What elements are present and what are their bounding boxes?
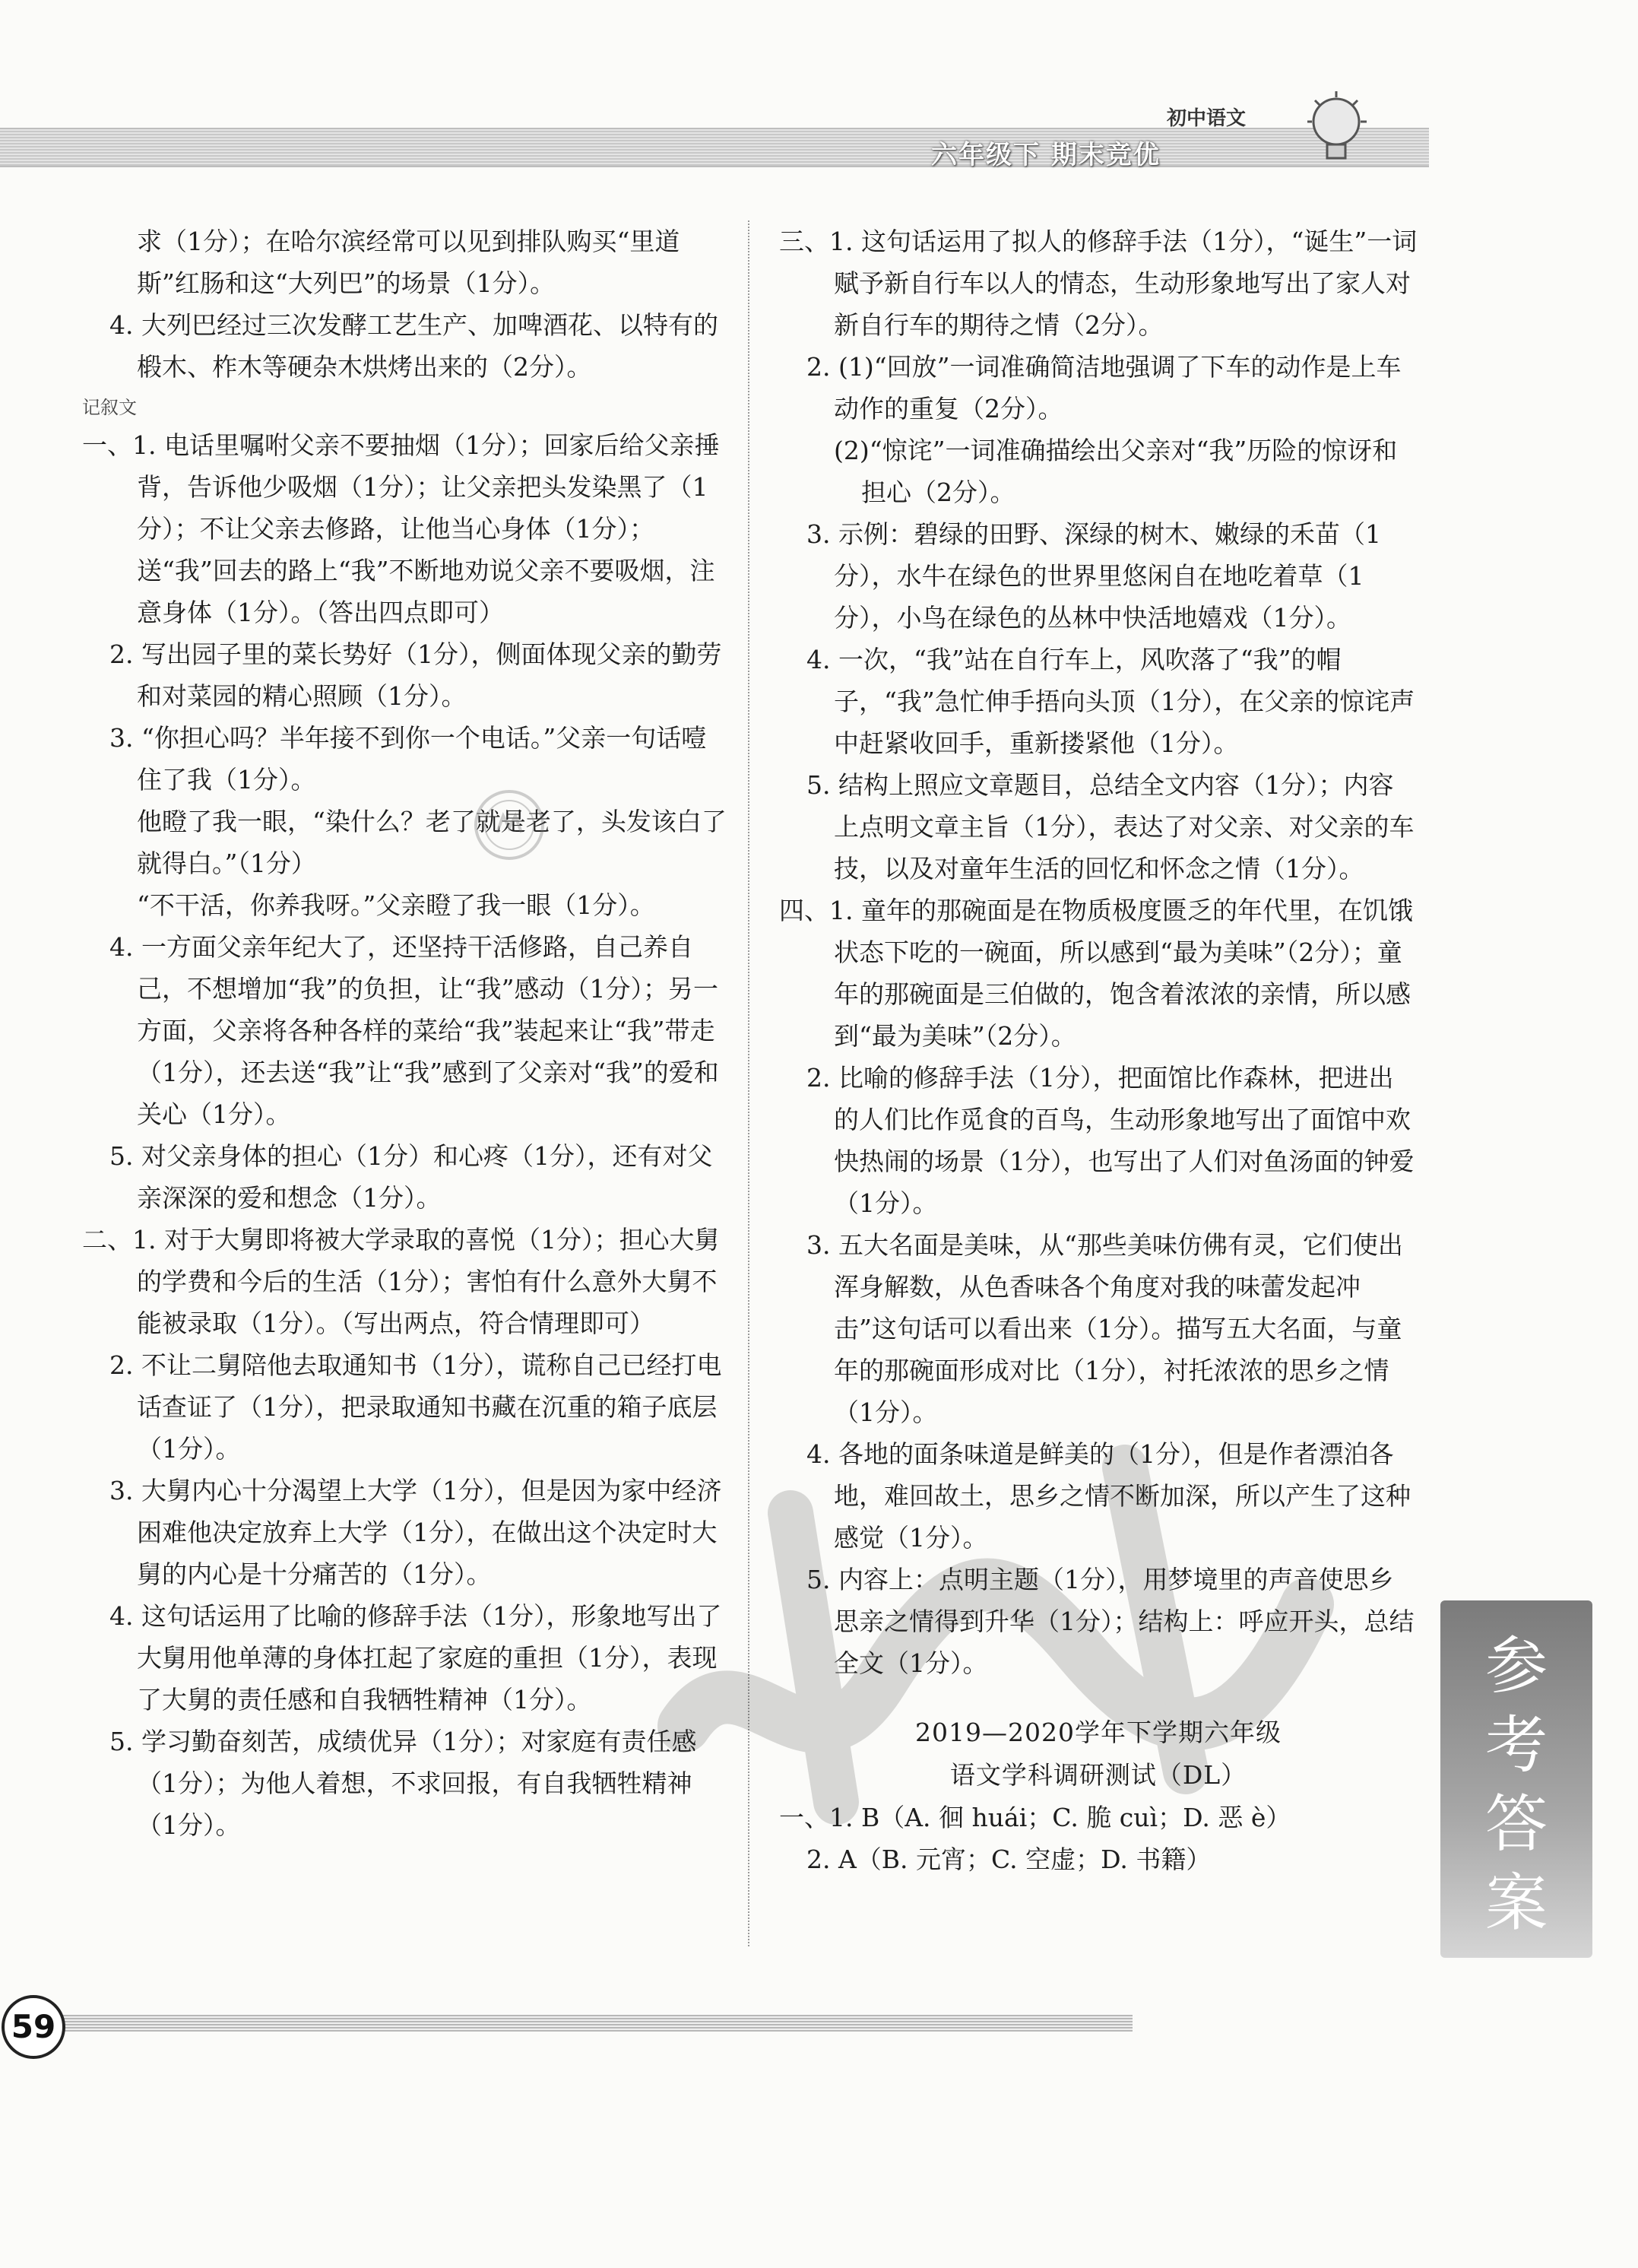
answer-line: 5. 对父亲身体的担心（1分）和心疼（1分），还有对父亲深深的爱和想念（1分）。: [109, 1141, 713, 1213]
answer-line: 5. 内容上：点明主题（1分），用梦境里的声音使思乡思亲之情得到升华（1分）；结构上：呼应开头，总结全文（1分）。: [806, 1565, 1415, 1678]
page-number: 59: [2, 1995, 65, 2059]
answer-line: 求（1分）；在哈尔滨经常可以见到排队购买“里道斯”红肠和这“大列巴”的场景（1分）。: [137, 227, 680, 298]
answer-line: 一、1. 电话里嘱咐父亲不要抽烟（1分）；回家后给父亲捶背，告诉他少吸烟（1分）；让父亲把头发染黑了（1分）；不让父亲去修路，让他当心身体（1分）；送“我”回去的路上“我”不断地劝说父亲不要吸烟，注意身体（1分）。（答出四点即可）: [82, 430, 720, 627]
exam-title: 2019—2020学年下学期六年级: [915, 1718, 1282, 1747]
answer-line: 二、1. 对于大舅即将被大学录取的喜悦（1分）；担心大舅的学费和今后的生活（1分）；害怕有什么意外大舅不能被录取（1分）。（写出两点，符合情理即可）: [82, 1225, 720, 1338]
answer-line: 2. 不让二舅陪他去取通知书（1分），谎称自己已经打电话查证了（1分），把录取通知书藏在沉重的箱子底层（1分）。: [109, 1350, 722, 1464]
answer-line: 2. (1)“回放”一词准确简洁地强调了下车的动作是上车动作的重复（2分）。: [806, 352, 1402, 423]
left-column: [82, 220, 728, 1846]
answer-line: 2. A（B. 元宵；C. 空虚；D. 书籍）: [806, 1845, 1212, 1874]
answer-line: 2. 比喻的修辞手法（1分），把面馆比作森林，把进出的人们比作觅食的百鸟，生动形象地写出了面馆中欢快热闹的场景（1分），也写出了人们对鱼汤面的钟爱（1分）。: [806, 1063, 1415, 1218]
answer-line: 3. 大舅内心十分渴望上大学（1分），但是因为家中经济困难他决定放弃上大学（1分），在做出这个决定时大舅的内心是十分痛苦的（1分）。: [109, 1476, 722, 1589]
answer-line: 5. 结构上照应文章题目，总结全文内容（1分）；内容上点明文章主旨（1分），表达了对父亲、对父亲的车技，以及对童年生活的回忆和怀念之情（1分）。: [806, 770, 1415, 883]
answer-line: 3. 示例：碧绿的田野、深绿的树木、嫩绿的禾苗（1分），水牛在绿色的世界里悠闲自在地吃着草（1分），小鸟在绿色的丛林中快活地嬉戏（1分）。: [806, 519, 1381, 633]
side-tab-label: 参考答案: [1484, 1630, 1548, 1940]
answer-line: 3. “你担心吗？半年接不到你一个电话。”父亲一句话噎住了我（1分）。: [109, 723, 707, 795]
column-divider: [748, 220, 749, 1946]
answer-line: 4. 各地的面条味道是鲜美的（1分），但是作者漂泊各地，难回故土，思乡之情不断加深，所以产生了这种感觉（1分）。: [806, 1439, 1411, 1553]
answer-line: 他瞪了我一眼，“染什么？老了就是老了，头发该白了就得白。”（1分）: [137, 807, 727, 878]
stamp-mark: [471, 787, 547, 863]
header-banner: [0, 128, 1429, 167]
answer-line: 4. 一方面父亲年纪大了，还坚持干活修路，自己养自己，不想增加“我”的负担，让“我”感动（1分）；另一方面，父亲将各种各样的菜给“我”装起来让“我”带走（1分），还去送“我”让“我”感到了父亲对“我”的爱和关心（1分）。: [109, 932, 719, 1129]
answer-line: (2)“惊诧”一词准确描绘出父亲对“我”历险的惊讶和担心（2分）。: [834, 436, 1398, 507]
answer-line: 一、1. B（A. 徊 huái；C. 脆 cuì；D. 恶 è）: [779, 1803, 1291, 1832]
lightbulb-icon: [1301, 90, 1371, 173]
header-title: 六年级下 期末竞优: [931, 140, 1161, 170]
header-subtitle: 初中语文: [1167, 107, 1247, 130]
answer-line: 3. 五大名面是美味，从“那些美味仿佛有灵，它们使出浑身解数，从色香味各个角度对我的味蕾发起冲击”这句话可以看出来（1分）。描写五大名面，与童年的那碗面形成对比（1分），衬托浓浓的思乡之情（1分）。: [806, 1230, 1403, 1427]
footer-rule: [53, 2015, 1133, 2032]
right-column: [779, 220, 1418, 1880]
answer-line: 5. 学习勤奋刻苦，成绩优异（1分）；对家庭有责任感（1分）；为他人着想，不求回报，有自我牺牲精神（1分）。: [109, 1727, 697, 1840]
answer-line: 四、1. 童年的那碗面是在物质极度匮乏的年代里，在饥饿状态下吃的一碗面，所以感到“最为美味”（2分）；童年的那碗面是三伯做的，饱含着浓浓的亲情，所以感到“最为美味”（2分）。: [779, 896, 1413, 1051]
exam-title: 语文学科调研测试（DL）: [949, 1760, 1247, 1790]
answer-line: 4. 一次，“我”站在自行车上，风吹落了“我”的帽子，“我”急忙伸手捂向头顶（1分），在父亲的惊诧声中赶紧收回手，重新搂紧他（1分）。: [806, 645, 1415, 758]
genre-label: 记叙文: [82, 397, 137, 418]
answer-line: “不干活，你养我呀。”父亲瞪了我一眼（1分）。: [137, 890, 655, 920]
answer-line: 2. 写出园子里的菜长势好（1分），侧面体现父亲的勤劳和对菜园的精心照顾（1分）。: [109, 639, 722, 711]
answer-line: 三、1. 这句话运用了拟人的修辞手法（1分），“诞生”一词赋予新自行车以人的情态，生动形象地写出了家人对新自行车的期待之情（2分）。: [779, 227, 1418, 340]
answer-line: 4. 大列巴经过三次发酵工艺生产、加啤酒花、以特有的椴木、柞木等硬杂木烘烤出来的（2分）。: [109, 310, 718, 382]
answer-line: 4. 这句话运用了比喻的修辞手法（1分），形象地写出了大舅用他单薄的身体扛起了家庭的重担（1分），表现了大舅的责任感和自我牺牲精神（1分）。: [109, 1601, 722, 1714]
